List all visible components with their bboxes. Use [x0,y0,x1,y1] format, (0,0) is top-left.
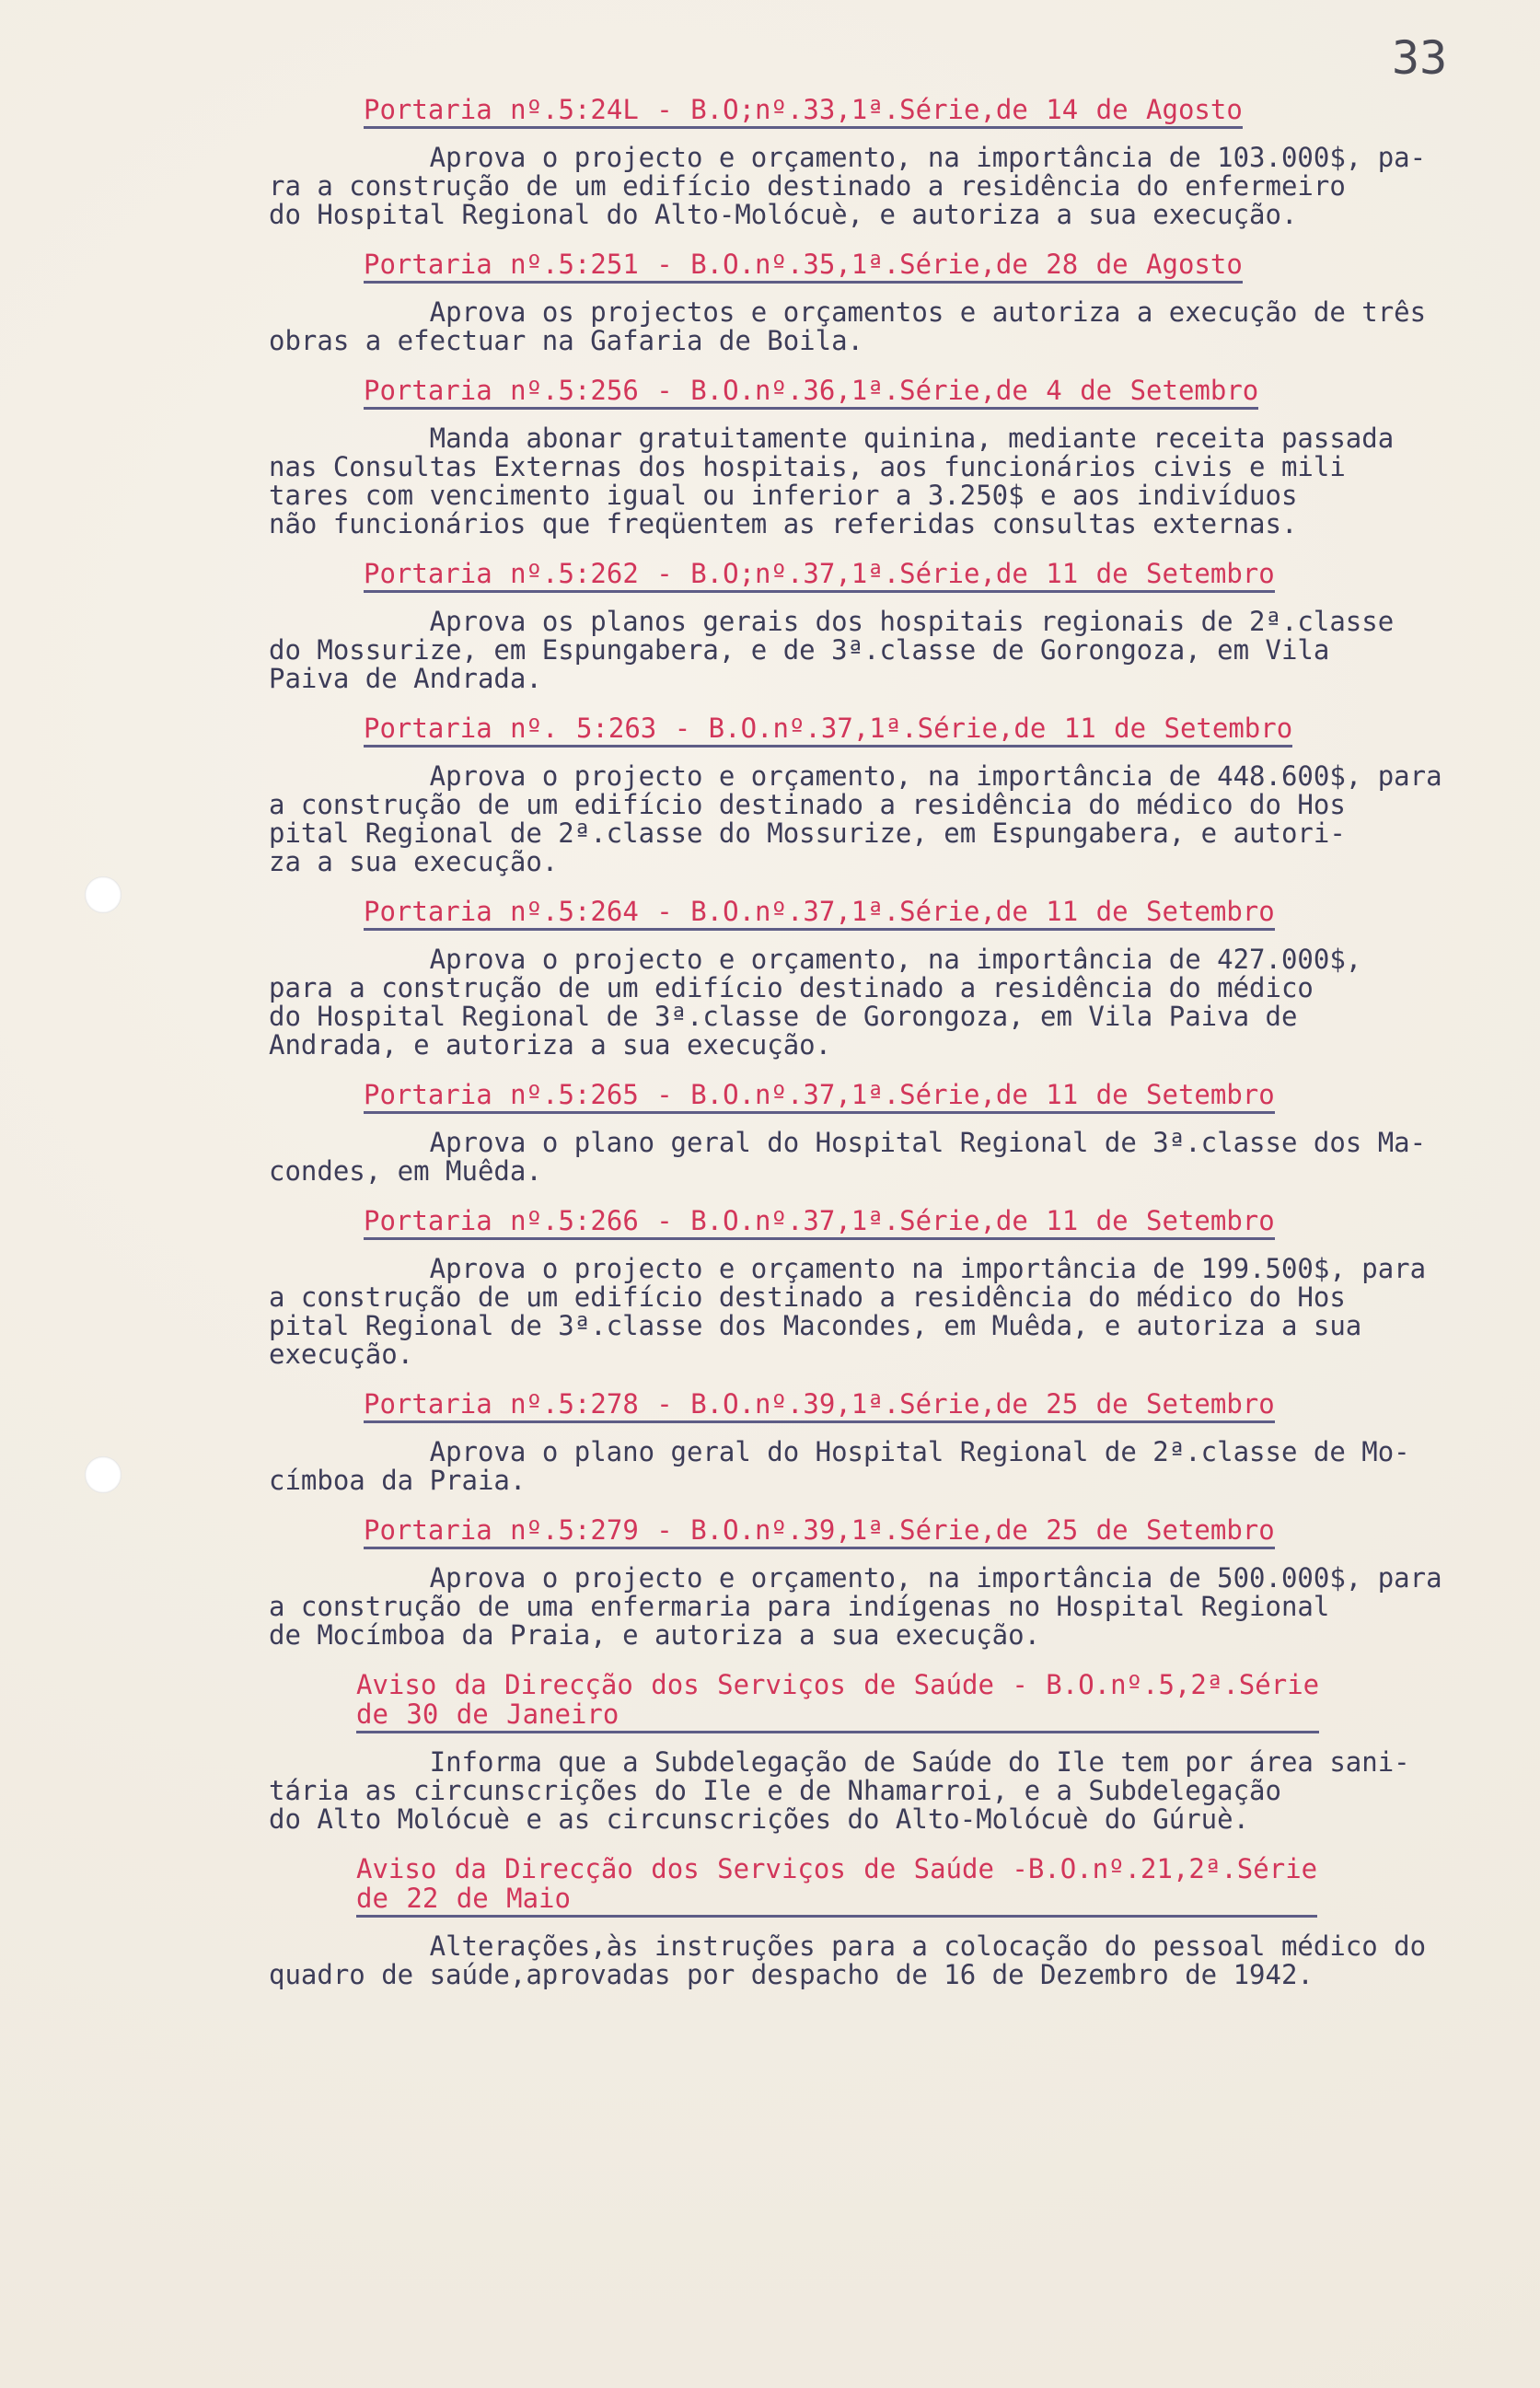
page-number: 33 [1392,31,1448,85]
entry-heading: Aviso da Direcção dos Serviços de Saúde -B.O.nº.21,2ª.Série de 22 de Maio [356,1854,1317,1918]
entry [269,1080,1523,1186]
entry-heading: Portaria nº.5:24L - B.O;nº.33,1ª.Série,de 14 de Agosto [364,95,1243,129]
entry-body: Aprova os planos gerais dos hospitais regionais de 2ª.classe do Mossurize, em Espungabera, e de 3ª.classe de Gorongoza, em Vila Paiva de Andrada. [269,606,1395,694]
entry [269,559,1523,693]
entry-body: Aprova o projecto e orçamento, na importância de 103.000$, pa- ra a construção de um edifício destinado a residência do enfermeiro do Hospital Regional do Alto-Molócuè, e autoriza a sua execução. [269,142,1427,230]
entry-body: Aprova o projecto e orçamento na importância de 199.500$, para a construção de um edifício destinado a residência do médico do Hos pital Regional de 3ª.classe dos Macondes, em Muêda, e autoriza a sua execução. [269,1253,1427,1370]
entry-body: Manda abonar gratuitamente quinina, mediante receita passada nas Consultas Externas dos hospitais, aos funcionários civis e mili tares com vencimento igual ou inferior a 3.250$ e aos indivíduos não funcionários que freqüentem as referidas consultas externas. [269,423,1395,539]
entry-heading: Portaria nº.5:251 - B.O.nº.35,1ª.Série,de 28 de Agosto [364,249,1243,284]
entry [269,1389,1523,1495]
entry-body: Aprova o plano geral do Hospital Regional de 2ª.classe de Mo- címboa da Praia. [269,1436,1410,1496]
entry-heading: Portaria nº.5:264 - B.O.nº.37,1ª.Série,de 11 de Setembro [364,897,1275,931]
entry-heading: Portaria nº.5:256 - B.O.nº.36,1ª.Série,de 4 de Setembro [364,376,1258,410]
entry [269,1515,1523,1650]
entry-heading: Portaria nº.5:265 - B.O.nº.37,1ª.Série,de 11 de Setembro [364,1080,1275,1114]
entry-body: Informa que a Subdelegação de Saúde do Ile tem por área sani- tária as circunscrições do Ile e de Nhamarroi, e a Subdelegação do Alto Molócuè e as circunscrições do Alto-Molócuè do Gúruè. [269,1746,1410,1835]
entry-body: Aprova o projecto e orçamento, na importância de 448.600$, para a construção de um edifício destinado a residência do médico do Hos pital Regional de 2ª.classe do Mossurize, em Espungabera, e autori- za a sua execução. [269,760,1442,877]
entry [269,1206,1523,1369]
entry-body: Alterações,às instruções para a colocação do pessoal médico do quadro de saúde,aprovadas por despacho de 16 de Dezembro de 1942. [269,1930,1427,1990]
entry-heading: Portaria nº.5:278 - B.O.nº.39,1ª.Série,de 25 de Setembro [364,1389,1275,1423]
entry [269,713,1523,876]
entry-body: Aprova o projecto e orçamento, na importância de 500.000$, para a construção de uma enfermaria para indígenas no Hospital Regional de Mocímboa da Praia, e autoriza a sua execução. [269,1562,1442,1651]
entry [269,95,1523,229]
entry [269,376,1523,539]
entries-list [269,95,1523,2010]
entry [269,1854,1523,1989]
entry-heading: Portaria nº. 5:263 - B.O.nº.37,1ª.Série,de 11 de Setembro [364,713,1292,748]
entry-heading: Portaria nº.5:262 - B.O;nº.37,1ª.Série,de 11 de Setembro [364,559,1275,593]
entry [269,249,1523,355]
entry-heading: Aviso da Direcção dos Serviços de Saúde - B.O.nº.5,2ª.Série de 30 de Janeiro [356,1670,1319,1733]
punch-hole-bottom [85,1456,122,1493]
entry [269,1670,1523,1834]
entry-body: Aprova o projecto e orçamento, na importância de 427.000$, para a construção de um edifício destinado a residência do médico do Hospital Regional de 3ª.classe de Gorongoza, em Vila Paiva de Andrada, e autoriza a sua execução. [269,944,1362,1061]
entry-heading: Portaria nº.5:279 - B.O.nº.39,1ª.Série,de 25 de Setembro [364,1515,1275,1549]
entry-body: Aprova o plano geral do Hospital Regional de 3ª.classe dos Ma- condes, em Muêda. [269,1127,1427,1187]
entry [269,897,1523,1060]
entry-body: Aprova os projectos e orçamentos e autoriza a execução de três obras a efectuar na Gafaria de Boila. [269,296,1427,356]
entry-heading: Portaria nº.5:266 - B.O.nº.37,1ª.Série,de 11 de Setembro [364,1206,1275,1240]
punch-hole-top [85,876,122,913]
